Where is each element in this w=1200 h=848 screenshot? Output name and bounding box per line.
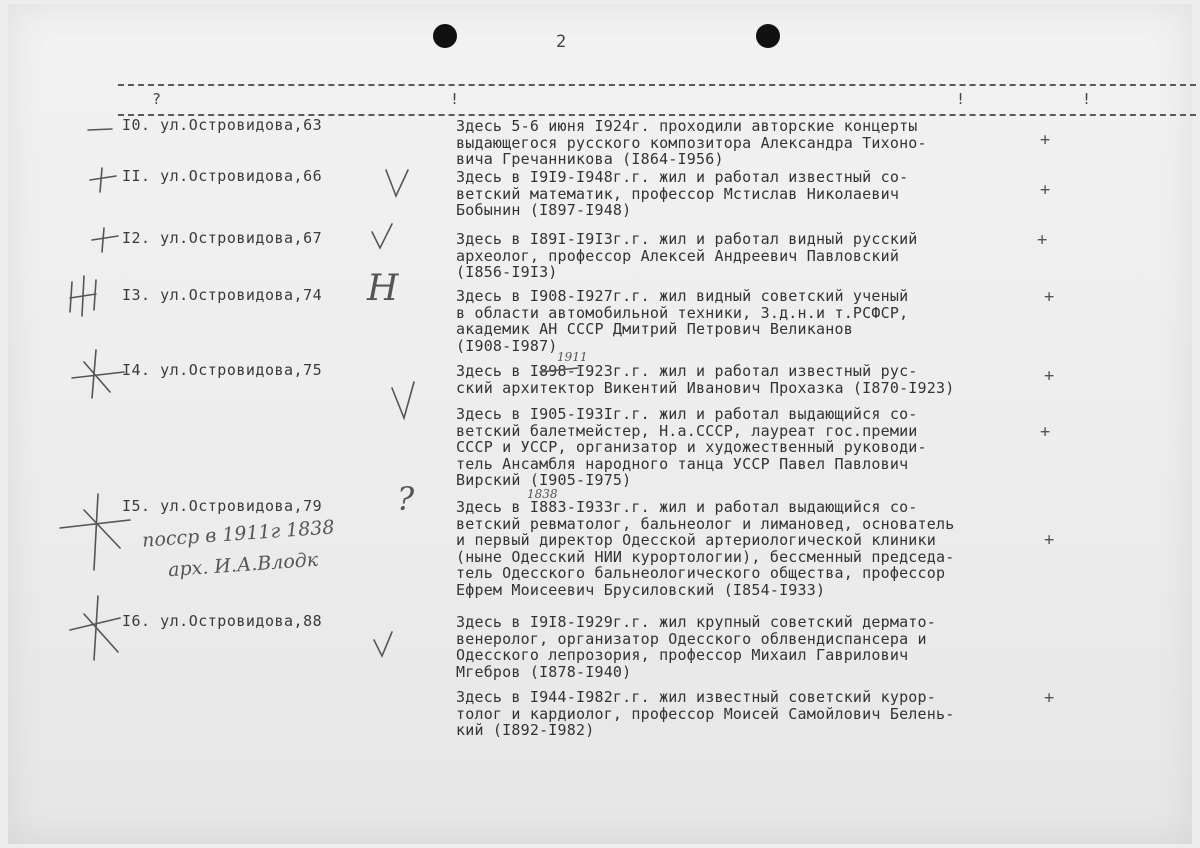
column-mark: ? [152,90,162,108]
cross-mark-left [72,350,124,398]
column-mark: ! [450,90,460,108]
entry-address: I3. ул.Островидова,74 [122,286,323,304]
entry-address: I0. ул.Островидова,63 [122,116,323,134]
entry-description: Здесь в I883-I933г.г. жил и работал выдающийся со- ветский ревматолог, бальнеолог и лимановед, основатель и первый директор Одесской артериологической клиники (ныне Одесский НИИ курортологии), бессменный председа- тель Одесского бальнеологического общества, профессор Ефрем Моисеевич Брусиловский (I854-I933) [456,498,955,599]
plus-mark: + [1044,287,1055,307]
check-mark [392,382,414,418]
plus-mark: + [1044,366,1055,386]
h-mark-left [70,276,96,316]
plus-mark-left [90,168,116,192]
entry-description: Здесь в I9I8-I929г.г. жил крупный советский дермато- венеролог, организатор Одесского облвендиспансера и Одесского лепрозория, профессор Михаил Гаврилович Мгебров (I878-I940) [456,613,936,681]
plus-mark: + [1040,130,1051,150]
plus-mark: + [1044,530,1055,550]
dash-mark [88,129,112,130]
entry-description: Здесь в I898-I923г.г. жил и работал известный рус- ский архитектор Викентий Иванович Прохазка (I870-I923) [456,362,955,397]
column-mark: ! [1082,90,1092,108]
entry-address: I2. ул.Островидова,67 [122,229,323,247]
entry-description: Здесь в I908-I927г.г. жил видный советский ученый в области автомобильной техники, З.д.н.и т.РСФСР, академик АН СССР Дмитрий Петрович Великанов (I908-I987) [456,287,909,355]
entry-address: I4. ул.Островидова,75 [122,361,323,379]
plus-mark: + [1037,230,1048,250]
cross-mark-left [60,494,130,570]
handwritten-correction: 1838 [527,487,558,501]
plus-mark: + [1044,688,1055,708]
entry-description: Здесь в I905-I93Iг.г. жил и работал выдающийся со- ветский балетмейстер, Н.а.СССР, лауреат гос.премии СССР и УССР, организатор и художественный руководи- тель Ансамбля народного танца УССР Павел Павлович Вирский (I905-I975) [456,405,927,489]
entry-description: Здесь в I9I9-I948г.г. жил и работал известный со- ветский математик, профессор Мстислав Николаевич Бобынин (I897-I948) [456,168,909,219]
handwritten-letter: Н [367,268,399,309]
handwritten-correction: 1911 [557,350,588,364]
entry-address: I6. ул.Островидова,88 [122,612,323,630]
strike-mark [540,368,578,372]
check-mark [386,170,408,196]
entry-description: Здесь в I89I-I9I3г.г. жил и работал видный русский археолог, профессор Алексей Андреевич Павловский (I856-I9I3) [456,230,918,281]
entry-address: II. ул.Островидова,66 [122,167,323,185]
entry-description: Здесь в I944-I982г.г. жил известный советский курор- толог и кардиолог, профессор Моисей Самойлович Белень- кий (I892-I982) [456,688,955,739]
plus-mark: + [1040,180,1051,200]
plus-mark: + [1040,422,1051,442]
handwritten-question-mark: ? [397,480,415,518]
plus-mark-left [92,228,118,252]
page-number: 2 [556,32,567,52]
entry-description: Здесь 5-6 июня I924г. проходили авторские концерты выдающегося русского композитора Александра Тихоно- вича Гречанникова (I864-I956) [456,117,927,168]
entry-address: I5. ул.Островидова,79 [122,497,323,515]
check-mark [374,632,392,656]
check-mark [372,224,392,248]
handwritten-note: посср в 1911г 1838 [141,516,336,552]
cross-mark-left [70,596,120,660]
handwritten-note: арх. И.А.Влодк [167,548,319,582]
column-mark: ! [956,90,966,108]
